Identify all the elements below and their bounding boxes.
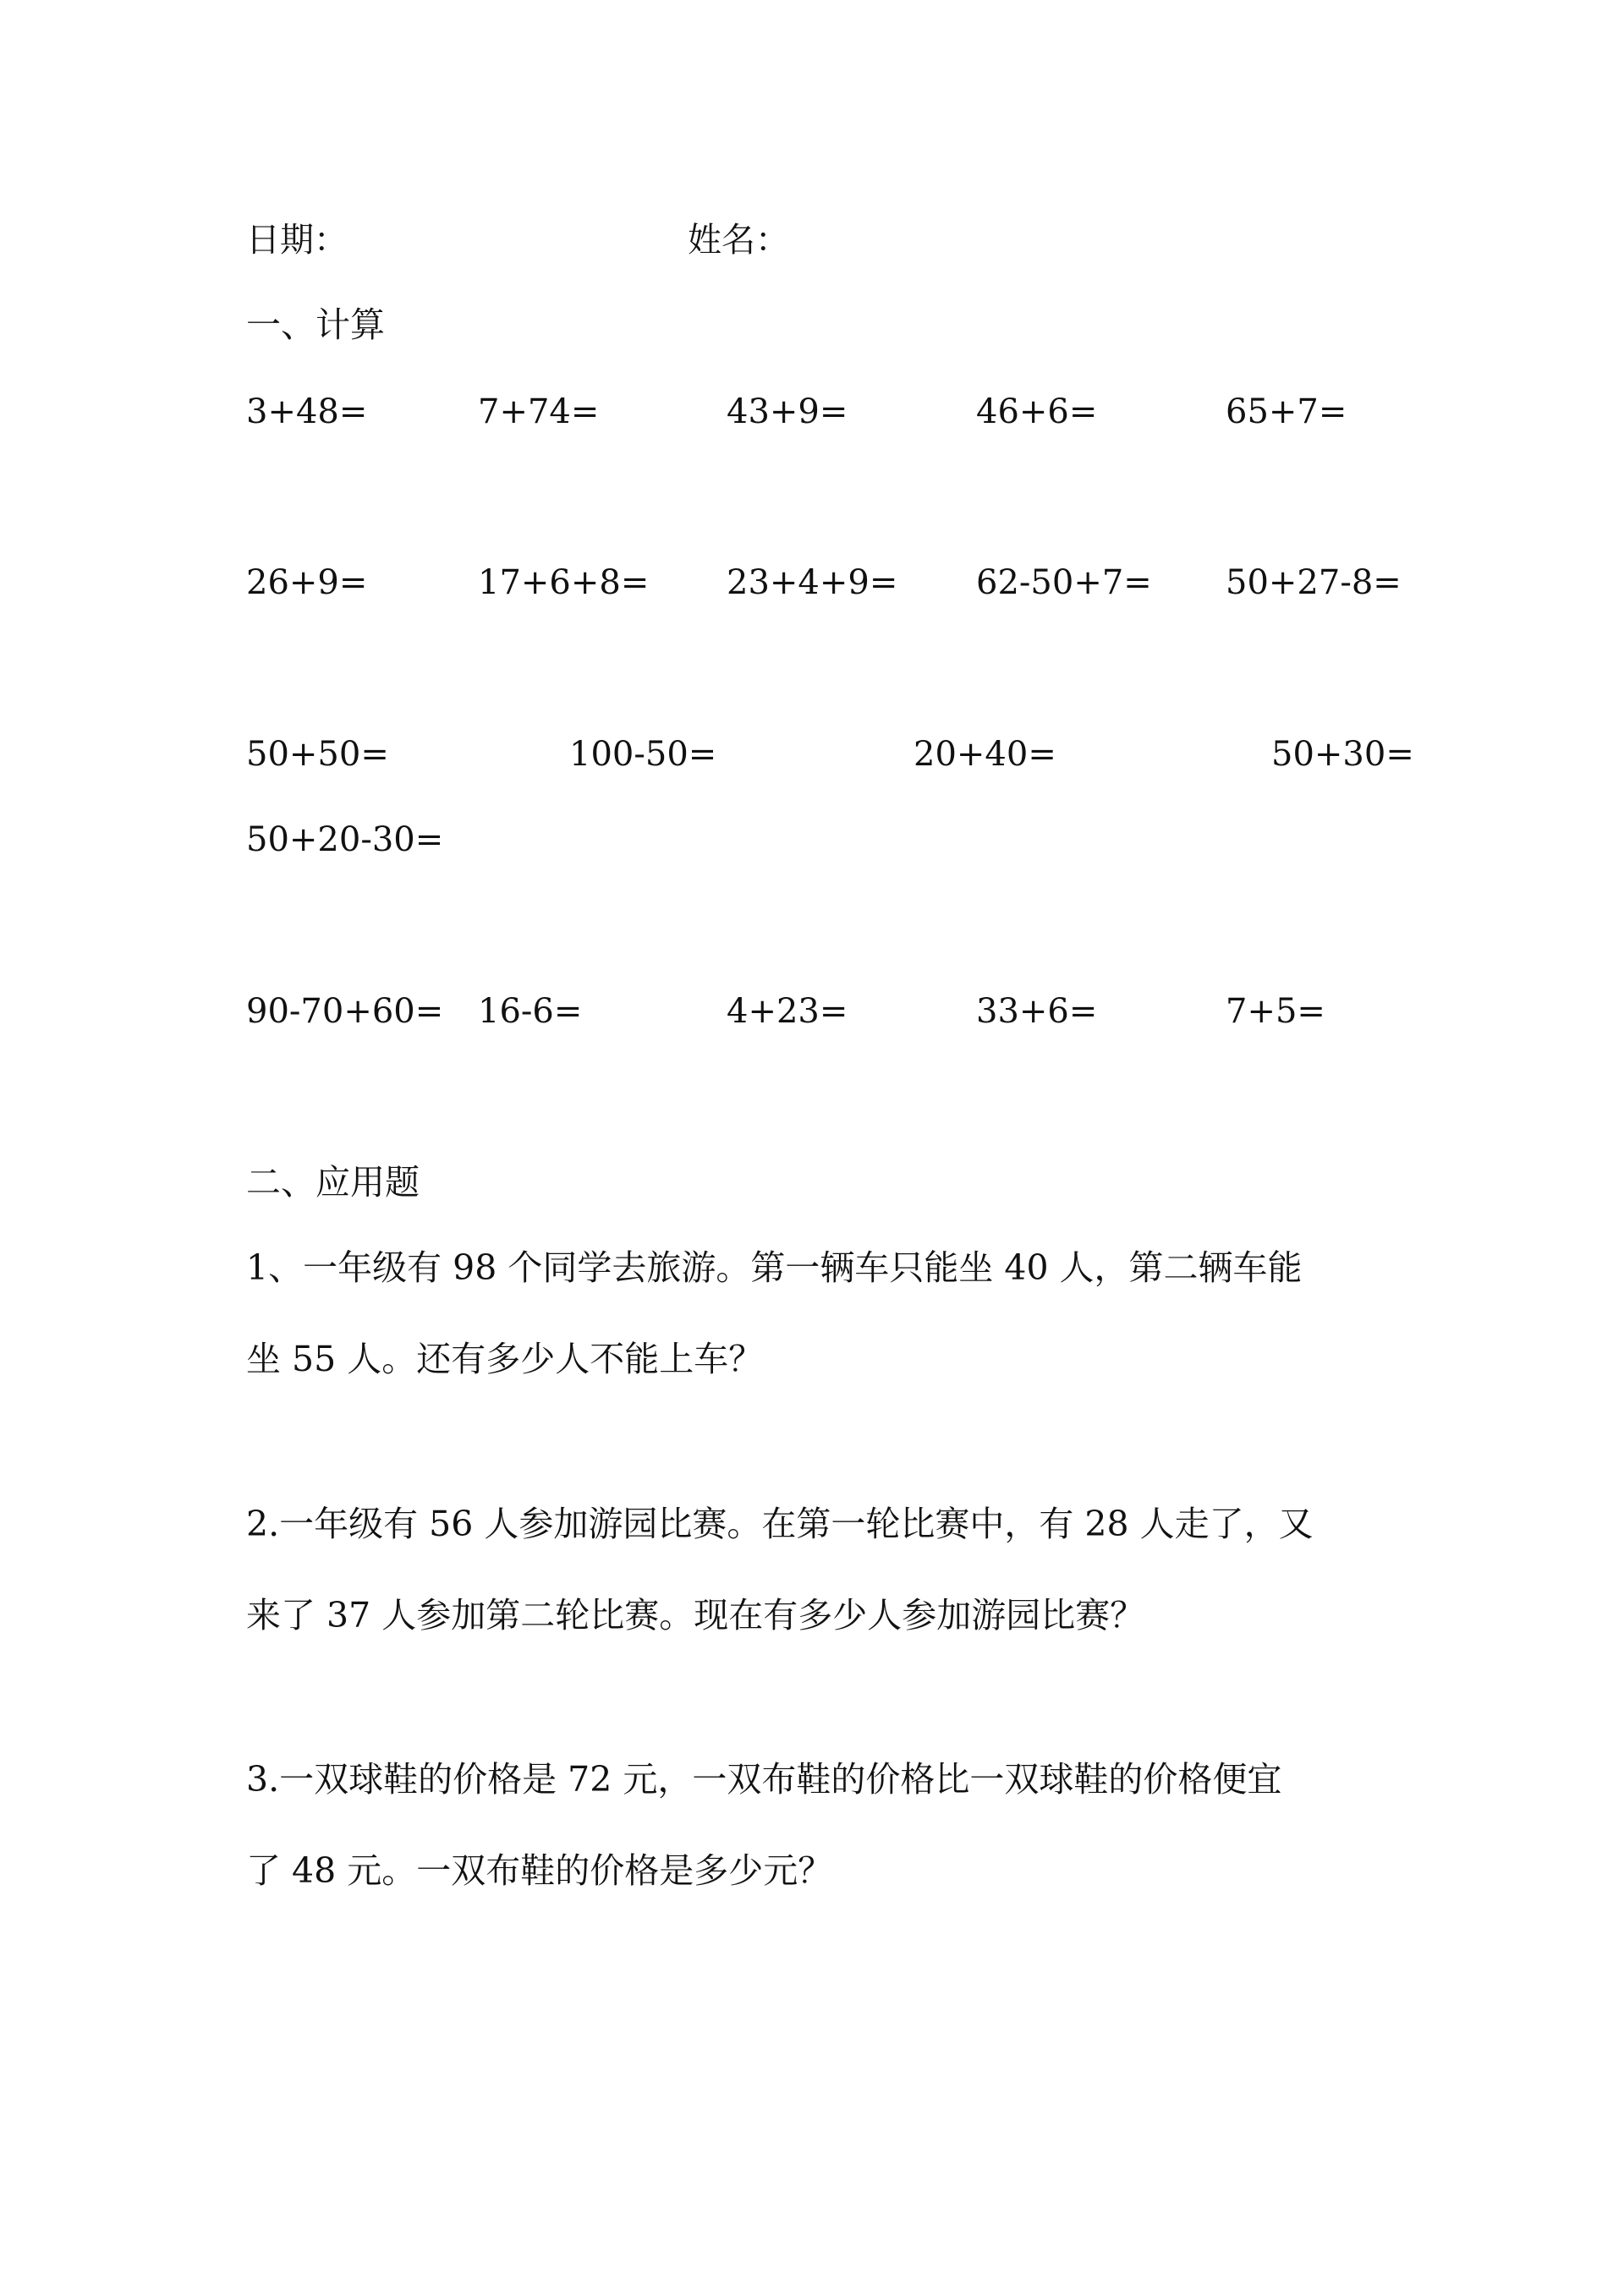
word-problem-1 bbox=[246, 1222, 1396, 1405]
section-word-problems-title: 二、应用题 bbox=[246, 1162, 420, 1203]
section-calculation-title: 一、计算 bbox=[246, 304, 385, 345]
word-problem-line: 坐 55 人。还有多少人不能上车？ bbox=[246, 1339, 764, 1379]
calc-item: 23+4+9= bbox=[727, 563, 898, 602]
calc-item: 50+20-30= bbox=[246, 820, 444, 859]
calc-item: 100-50= bbox=[569, 735, 717, 774]
calc-item: 3+48= bbox=[246, 392, 368, 431]
calc-item: 46+6= bbox=[976, 392, 1098, 431]
word-problem-2 bbox=[246, 1478, 1396, 1661]
word-problem-line: 2.一年级有 56 人参加游园比赛。在第一轮比赛中，有 28 人走了，又 bbox=[246, 1504, 1314, 1544]
word-problem-line: 3.一双球鞋的价格是 72 元，一双布鞋的价格比一双球鞋的价格便宜 bbox=[246, 1759, 1282, 1800]
calc-item: 4+23= bbox=[727, 992, 848, 1031]
date-label: 日期： bbox=[246, 221, 348, 260]
calc-item: 50+30= bbox=[1271, 735, 1414, 774]
calc-item: 26+9= bbox=[246, 563, 368, 602]
calc-item: 20+40= bbox=[914, 735, 1056, 774]
calc-item: 43+9= bbox=[727, 392, 848, 431]
calc-item: 50+27-8= bbox=[1226, 563, 1402, 602]
word-problem-line: 来了 37 人参加第二轮比赛。现在有多少人参加游园比赛？ bbox=[246, 1595, 1145, 1636]
word-problem-3 bbox=[246, 1734, 1396, 1916]
name-label: 姓名： bbox=[688, 221, 789, 260]
calc-item: 62-50+7= bbox=[976, 563, 1152, 602]
calc-item: 17+6+8= bbox=[478, 563, 650, 602]
calc-item: 65+7= bbox=[1226, 392, 1347, 431]
calc-item: 50+50= bbox=[246, 735, 389, 774]
calc-item: 7+74= bbox=[478, 392, 600, 431]
word-problem-line: 了 48 元。一双布鞋的价格是多少元？ bbox=[246, 1850, 833, 1891]
calc-item: 90-70+60= bbox=[246, 992, 444, 1031]
calc-item: 7+5= bbox=[1226, 992, 1325, 1031]
word-problem-line: 1、一年级有 98 个同学去旅游。第一辆车只能坐 40 人，第二辆车能 bbox=[246, 1247, 1303, 1288]
calc-item: 16-6= bbox=[478, 992, 583, 1031]
calc-item: 33+6= bbox=[976, 992, 1098, 1031]
